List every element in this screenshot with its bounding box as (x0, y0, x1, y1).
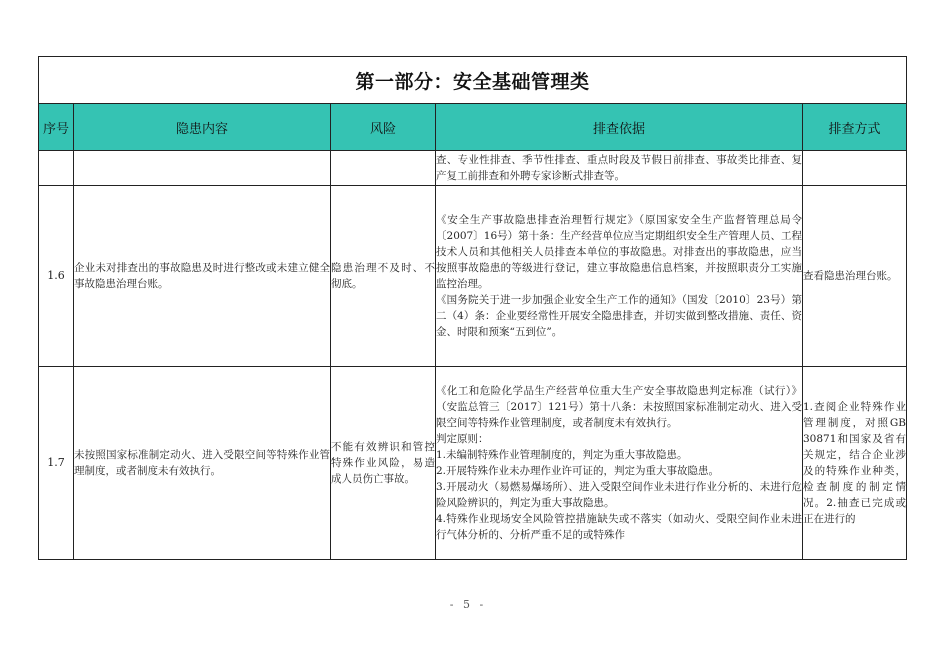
risk-cell: 不能有效辨识和管控特殊作业风险，易造成人员伤亡事故。 (331, 367, 436, 560)
table-row (39, 367, 907, 560)
row-number: 1.6 (39, 186, 74, 367)
basis-paragraph: 《国务院关于进一步加强企业安全生产工作的通知》（国发〔2010〕23号）第二（4）条：企业要经常性开展安全隐患排查，并切实做到整改措施、责任、资金、时限和预案“五到位”。 (436, 294, 802, 338)
basis-paragraph: 3.开展动火（易燃易爆场所）、进入受限空间作业未进行作业分析的、未进行危险风险辨识的，判定为重大事故隐患。 (436, 481, 802, 509)
basis-paragraph: 4.特殊作业现场安全风险管控措施缺失或不落实（如动火、受限空间作业未进行气体分析的、分析严重不足的或特殊作 (436, 513, 802, 541)
col-header-method: 排查方式 (803, 104, 907, 151)
col-header-basis: 排查依据 (436, 104, 803, 151)
section-title: 第一部分：安全基础管理类 (39, 57, 907, 104)
hazard-table (38, 56, 907, 560)
col-header-hazard: 隐患内容 (74, 104, 331, 151)
basis-paragraph: 1.未编制特殊作业管理制度的，判定为重大事故隐患。 (436, 449, 688, 461)
basis-cell: 查、专业性排查、季节性排查、重点时段及节假日前排查、事故类比排查、复产复工前排查和外聘专家诊断式排查等。 (436, 151, 803, 186)
method-cell: 1.查阅企业特殊作业管理制度，对照GB 30871和国家及省有关规定，结合企业涉及的特殊作业种类，检查制度的制定情况。2.抽查已完成或正在进行的 (803, 367, 907, 560)
header-row (39, 104, 907, 151)
table-row-continuation (39, 151, 907, 186)
risk-cell: 隐患治理不及时、不彻底。 (331, 186, 436, 367)
basis-paragraph: 《化工和危险化学品生产经营单位重大生产安全事故隐患判定标准（试行）》（安监总管三〔2017〕121号）第十八条：未按照国家标准制定动火、进入受限空间等特殊作业管理制度，或者制度未有效执行。 (436, 385, 802, 429)
hazard-cell: 未按照国家标准制定动火、进入受限空间等特殊作业管理制度，或者制度未有效执行。 (74, 367, 331, 560)
hazard-cell: 企业未对排查出的事故隐患及时进行整改或未建立健全事故隐患治理台账。 (74, 186, 331, 367)
basis-cell (436, 367, 803, 560)
basis-cell (436, 186, 803, 367)
method-cell: 查看隐患治理台账。 (803, 186, 907, 367)
page-number: - 5 - (449, 598, 487, 611)
col-header-risk: 风险 (331, 104, 436, 151)
table-row (39, 186, 907, 367)
row-number: 1.7 (39, 367, 74, 560)
col-header-no: 序号 (39, 104, 74, 151)
basis-paragraph: 判定原则： (436, 433, 489, 445)
basis-paragraph: 2.开展特殊作业未办理作业许可证的，判定为重大事故隐患。 (436, 465, 720, 477)
basis-paragraph: 《安全生产事故隐患排查治理暂行规定》（原国家安全生产监督管理总局令〔2007〕16号）第十条：生产经营单位应当定期组织安全生产管理人员、工程技术人员和其他相关人员排查本单位的事故隐患。对排查出的事故隐患，应当按照事故隐患的等级进行登记，建立事故隐患信息档案，并按照职责分工实施监控治理。 (436, 214, 802, 290)
